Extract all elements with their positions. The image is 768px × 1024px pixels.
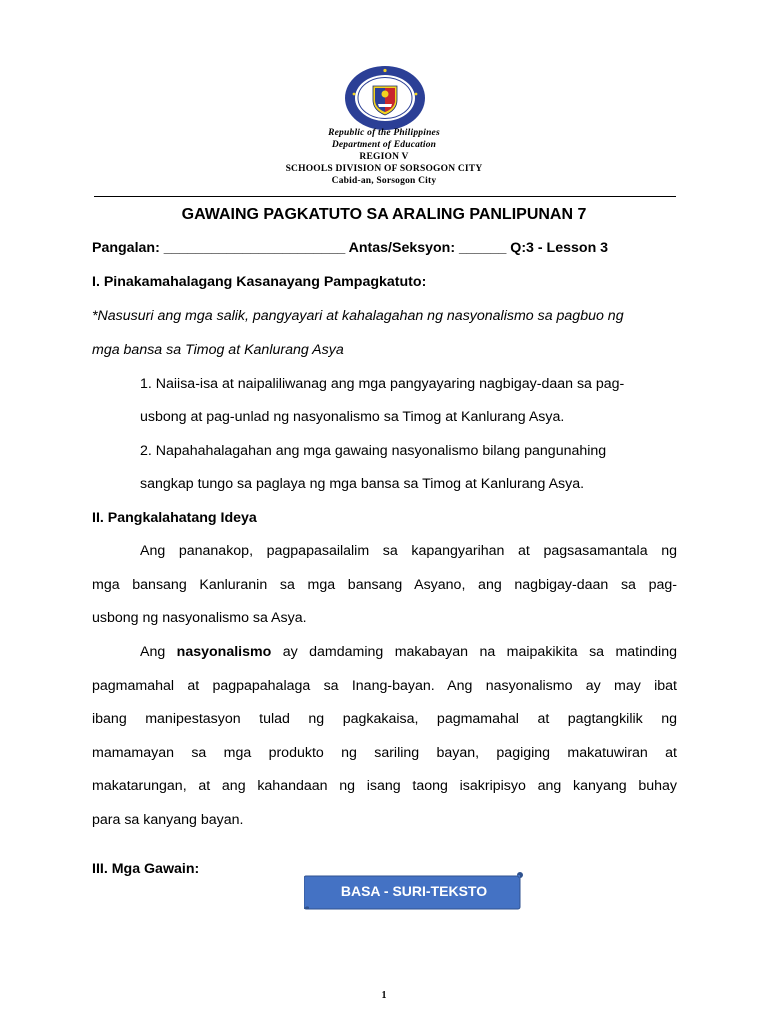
republic-label: Republic of the Philippines — [328, 128, 440, 138]
section1-heading: I. Pinakamahalagang Kasanayang Pampagkatuto: — [92, 274, 427, 290]
paragraph-line: pagmamahal at pagpapahalaga sa Inang-bayan. Ang nasyonalismo ay may ibat — [92, 678, 677, 694]
page-number: 1 — [381, 990, 387, 1001]
paragraph-line: mamamayan sa mga produkto ng sariling bayan, pagiging makatuwiran at — [92, 745, 677, 761]
student-info-line: Pangalan: _______________________ Antas/Seksyon: ______ Q:3 - Lesson 3 — [92, 240, 609, 256]
department-label: Department of Education — [331, 140, 437, 150]
section3-heading: III. Mga Gawain: — [92, 861, 200, 877]
objective-item-1-cont: usbong at pag-unlad ng nasyonalismo sa Timog at Kanlurang Asya. — [140, 409, 565, 425]
paragraph-line: makatarungan, at ang kahandaan ng isang taong isakripisyo ang kanyang buhay — [92, 778, 677, 794]
worksheet-title: GAWAING PAGKATUTO SA ARALING PANLIPUNAN 7 — [181, 206, 587, 223]
paragraph-line: Ang pananakop, pagpapasailalim sa kapangyarihan at pagsasamantala ng — [140, 543, 677, 559]
objective-item-2-cont: sangkap tungo sa paglaya ng mga bansa sa Timog at Kanlurang Asya. — [140, 476, 585, 492]
paragraph-line: mga bansang Kanluranin sa mga bansang Asyano, ang nagbigay-daan sa pag- — [92, 577, 677, 593]
header-divider — [94, 196, 676, 197]
region-label: REGION V — [359, 152, 409, 162]
address-label: Cabid-an, Sorsogon City — [331, 176, 437, 186]
deped-seal-logo — [342, 64, 428, 132]
key-term: nasyonalismo — [176, 644, 272, 660]
division-label: SCHOOLS DIVISION OF SORSOGON CITY — [285, 164, 483, 174]
objective-item-2: 2. Napahahalagahan ang mga gawaing nasyonalismo bilang pangunahing — [140, 443, 607, 459]
competency-line: mga bansa sa Timog at Kanlurang Asya — [92, 342, 344, 358]
objective-item-1: 1. Naiisa-isa at naipaliliwanag ang mga pangyayaring nagbigay-daan sa pag- — [140, 376, 625, 392]
paragraph-line: ibang manipestasyon tulad ng pagkakaisa, pagmamahal at pagtangkilik ng — [92, 711, 677, 727]
competency-line: *Nasusuri ang mga salik, pangyayari at kahalagahan ng nasyonalismo sa pagbuo ng — [92, 308, 624, 324]
paragraph-line: usbong ng nasyonalismo sa Asya. — [92, 610, 307, 626]
paragraph-line — [140, 644, 677, 660]
banner-label: BASA - SURI-TEKSTO — [340, 883, 488, 899]
paragraph-line: para sa kanyang bayan. — [92, 812, 244, 828]
section2-heading: II. Pangkalahatang Ideya — [92, 510, 257, 526]
paragraph-text: Ang — [140, 644, 177, 660]
paragraph-text: ay damdaming makabayan na maipakikita sa matinding — [271, 644, 677, 660]
